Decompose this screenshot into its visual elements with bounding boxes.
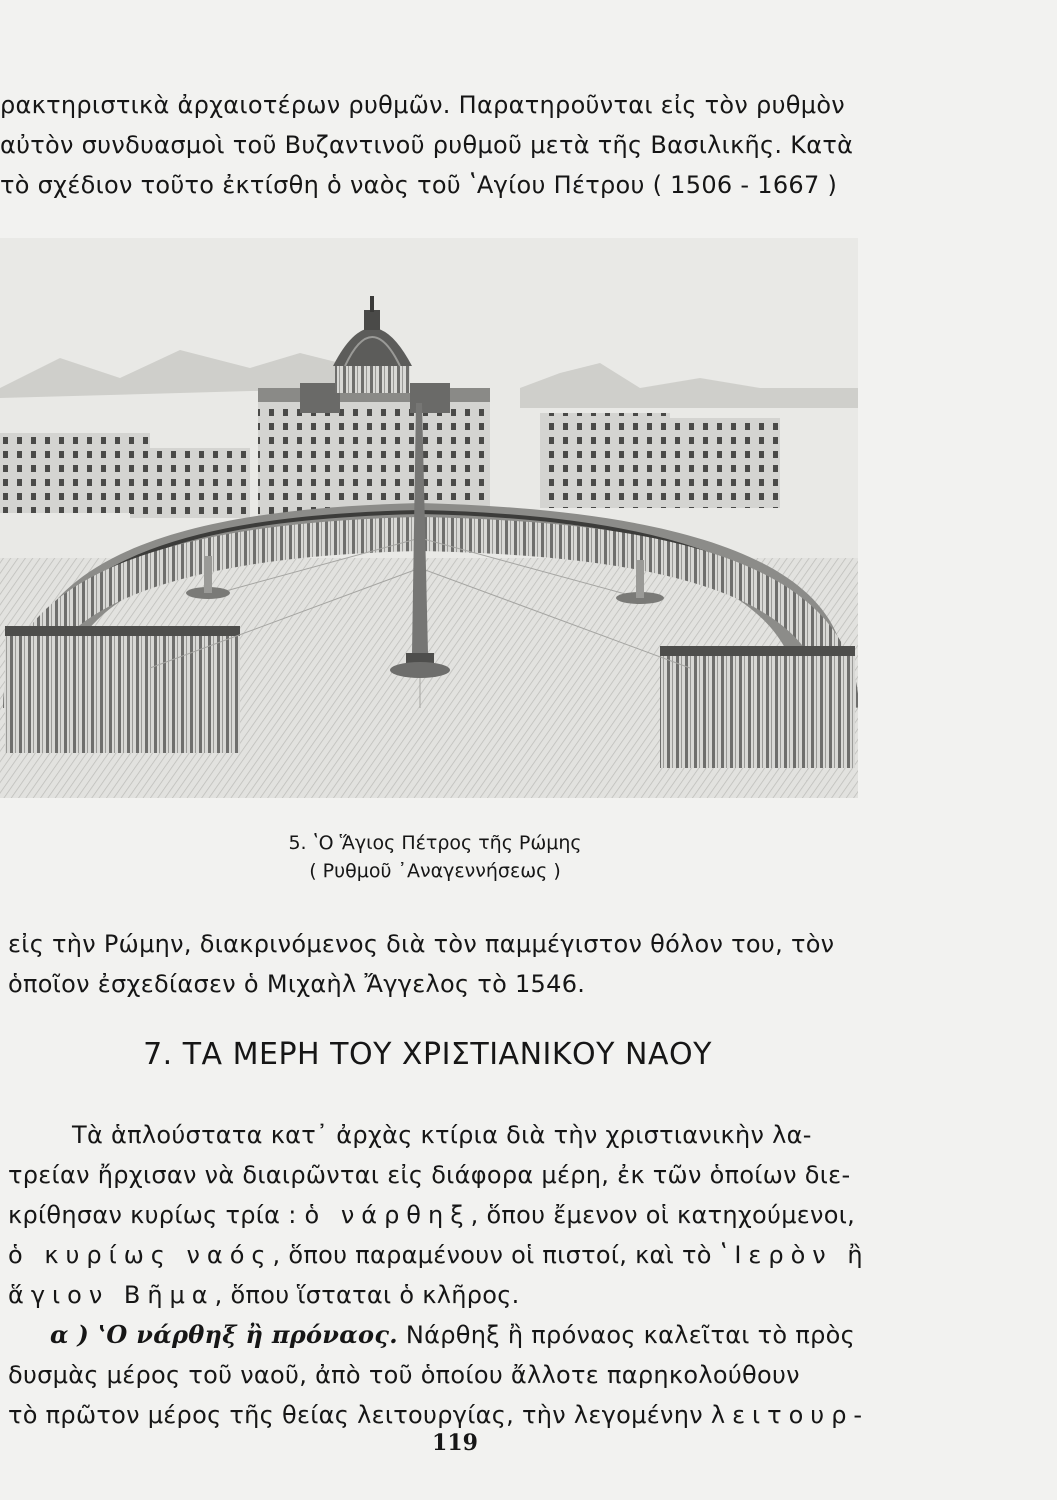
paragraph-text: , ὅπου ἵσταται ὁ κλῆρος. — [214, 1281, 520, 1309]
subsection-text: τὸ πρῶτον μέρος τῆς θείας λειτουργίας, τὴν λεγομένην — [8, 1401, 711, 1429]
subsection-text: Νάρθηξ ἢ πρόναος καλεῖται τὸ πρὸς — [397, 1321, 855, 1349]
subsection-line-2: δυσμὰς μέρος τοῦ ναοῦ, ἀπὸ τοῦ ὁποίου ἄλλοτε παρηκολούθουν — [8, 1361, 800, 1389]
intro-line-1: ρακτηριστικὰ ἀρχαιοτέρων ρυθμῶν. Παρατηροῦνται εἰς τὸν ρυθμὸν — [0, 91, 846, 119]
intro-line-2: αὐτὸν συνδυασμοὶ τοῦ Βυζαντινοῦ ρυθμοῦ μετὰ τῆς Βασιλικῆς. Κατὰ — [0, 131, 854, 159]
continuation-line-2: ὁποῖον ἐσχεδίασεν ὁ Μιχαὴλ Ἄγγελος τὸ 1546. — [8, 970, 586, 998]
paragraph-line-5 — [8, 1278, 520, 1312]
paragraph-line-4 — [8, 1238, 870, 1272]
figure-caption-line-1: 5. ʽΟ Ἅγιος Πέτρος τῆς Ρώμης — [288, 832, 582, 854]
term-narthex: ὁ νάρθηξ — [304, 1201, 471, 1229]
paragraph-text: κρίθησαν κυρίως τρία : — [8, 1201, 305, 1229]
continuation-line-1: εἰς τὴν Ρώμην, διακρινόμενος διὰ τὸν παμμέγιστον θόλον του, τὸν — [8, 930, 835, 958]
section-heading: 7. ΤΑ ΜΕΡΗ ΤΟΥ ΧΡΙΣΤΙΑΝΙΚΟΥ ΝΑΟΥ — [143, 1037, 712, 1072]
term-sanctuary: ʽΙερὸν ἢ — [719, 1241, 870, 1269]
term-leitourgia: λειτουρ- — [710, 1401, 870, 1429]
paragraph-line-1: Τὰ ἁπλούστατα κατ᾿ ἀρχὰς κτίρια διὰ τὴν χριστιανικὴν λα- — [72, 1121, 812, 1149]
subsection-line-3 — [8, 1398, 869, 1432]
subsection-line-1 — [50, 1318, 855, 1352]
term-main-nave: ὁ κυρίως ναός — [8, 1241, 273, 1269]
paragraph-line-2: τρείαν ἤρχισαν νὰ διαιρῶνται εἰς διάφορα μέρη, ἐκ τῶν ὁποίων διε- — [8, 1161, 851, 1189]
term-holy-bema: ἅγιον Βῆμα — [8, 1281, 215, 1309]
figure-caption-line-2: ( Ρυθμοῦ ᾿Αναγεννήσεως ) — [309, 860, 561, 882]
st-peters-illustration — [0, 238, 858, 798]
intro-line-3: τὸ σχέδιον τοῦτο ἐκτίσθη ὁ ναὸς τοῦ ʽΑγίου Πέτρου ( 1506 - 1667 ) — [0, 171, 838, 199]
paragraph-text: , ὅπου ἔμενον οἱ κατηχούμενοι, — [470, 1201, 856, 1229]
subsection-label: α ) ʽΟ νάρθηξ ἢ πρόναος. — [50, 1320, 398, 1349]
page-number: 119 — [432, 1430, 478, 1456]
paragraph-text: , ὅπου παραμένουν οἱ πιστοί, καὶ τὸ — [272, 1241, 720, 1269]
paragraph-line-3 — [8, 1198, 855, 1232]
